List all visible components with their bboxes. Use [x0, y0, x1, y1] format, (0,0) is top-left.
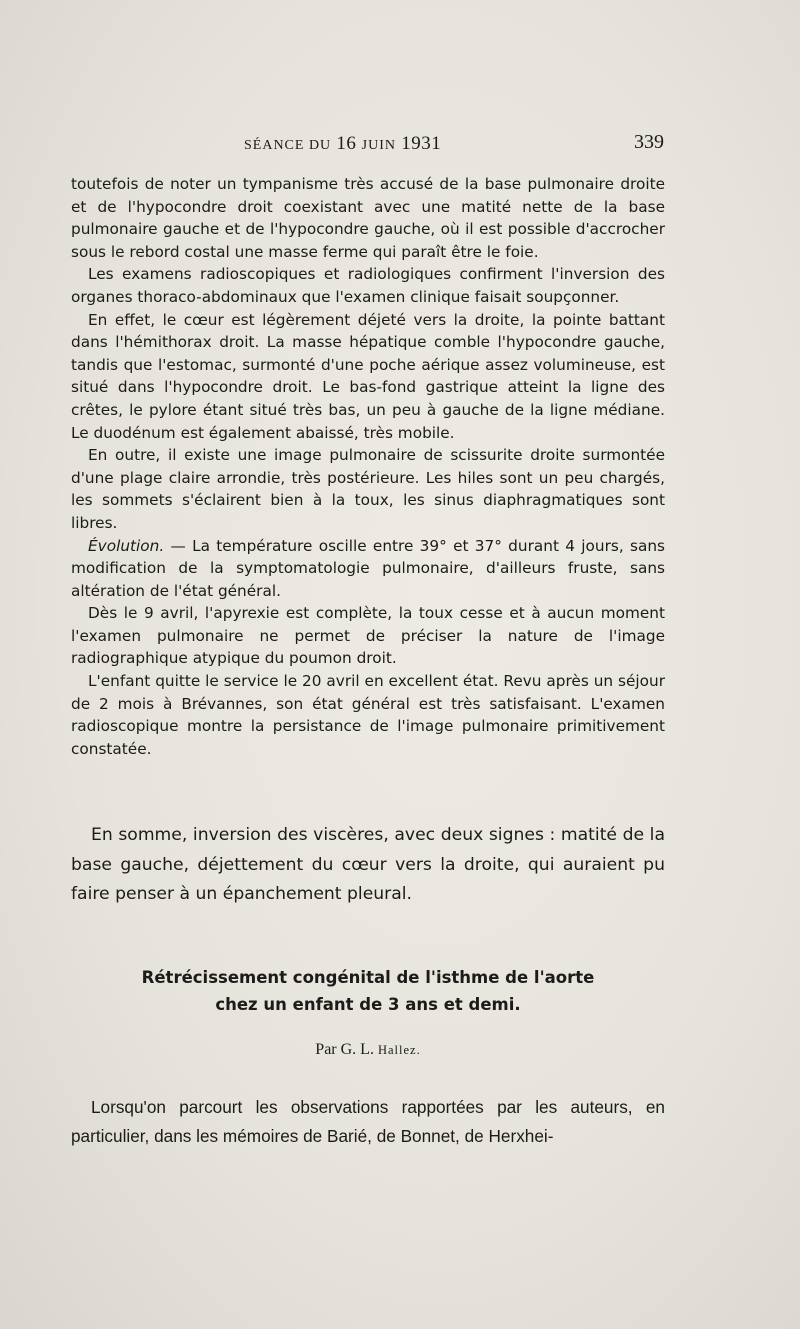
- article-title: [71, 964, 665, 1018]
- intro-paragraph: Lorsqu'on parcourt les observations rapportées par les auteurs, en particulier, dans les mémoires de Barié, de Bonnet, de Herxhei-: [71, 1097, 665, 1146]
- running-header: [72, 131, 664, 161]
- paragraph: Dès le 9 avril, l'apyrexie est complète, la toux cesse et à aucun moment l'examen pulmonaire ne permet de préciser la nature de l'image radiographique atypique du poumon droit.: [71, 604, 665, 668]
- paragraph: Les examens radioscopiques et radiologiques confirment l'inversion des organes thoraco-abdominaux que l'examen clinique faisait soupçonner.: [71, 265, 665, 306]
- header-title-prefix: SÉANCE DU: [244, 138, 332, 153]
- summary-paragraph: En somme, inversion des viscères, avec deux signes : matité de la base gauche, déjettement du cœur vers la droite, qui auraient pu faire penser à un épanchement pleural.: [71, 825, 665, 904]
- paragraph: toutefois de noter un tympanisme très accusé de la base pulmonaire droite et de l'hypocondre droit coexistant avec une matité nette de la base pulmonaire gauche et de l'hypocondre gauche, où il est possible d'accrocher sous le rebord costal une masse ferme qui paraît être le foie.: [71, 175, 665, 261]
- summary-block: [71, 821, 665, 910]
- paragraph: En effet, le cœur est légèrement déjeté vers la droite, la pointe battant dans l'hémithorax droit. La masse hépatique comble l'hypocondre gauche, tandis que l'estomac, surmonté d'une poche aérique assez volumineuse, est situé dans l'hypocondre droit. Le bas-fond gastrique atteint la ligne des crêtes, le pylore étant situé très bas, un peu à gauche de la ligne médiane. Le duodénum est également abaissé, très mobile.: [71, 310, 665, 442]
- author-line: [71, 1041, 665, 1059]
- header-day: 16: [336, 133, 357, 154]
- article-title-line-2: chez un enfant de 3 ans et demi.: [215, 995, 521, 1014]
- header-title: [244, 133, 441, 155]
- page-number: 339: [634, 131, 664, 153]
- header-year: 1931: [401, 133, 442, 154]
- article-intro: [71, 1093, 665, 1150]
- article-title-line-1: Rétrécissement congénital de l'isthme de l'aorte: [141, 968, 595, 987]
- paragraph: L'enfant quitte le service le 20 avril en excellent état. Revu après un séjour de 2 mois à Brévannes, son état général est très satisfaisant. L'examen radioscopique montre la persistance de l'image pulmonaire primitivement constatée.: [71, 672, 665, 758]
- paragraph: En outre, il existe une image pulmonaire de scissurite droite surmontée d'une plage claire arrondie, très postérieure. Les hiles sont un peu chargés, les sommets s'éclairent bien à la toux, les sinus diaphragmatiques sont libres.: [71, 446, 665, 532]
- header-month: JUIN: [361, 138, 397, 153]
- author-prefix: Par G. L.: [315, 1041, 374, 1058]
- paragraph-evolution: [71, 535, 665, 603]
- case-report-body: [71, 173, 665, 760]
- author-name: Hallez.: [377, 1043, 421, 1057]
- evolution-label: Évolution.: [88, 536, 165, 555]
- evolution-text: — La température oscille entre 39° et 37° durant 4 jours, sans modification de la symptomatologie pulmonaire, d'ailleurs fruste, sans altération de l'état général.: [71, 536, 665, 600]
